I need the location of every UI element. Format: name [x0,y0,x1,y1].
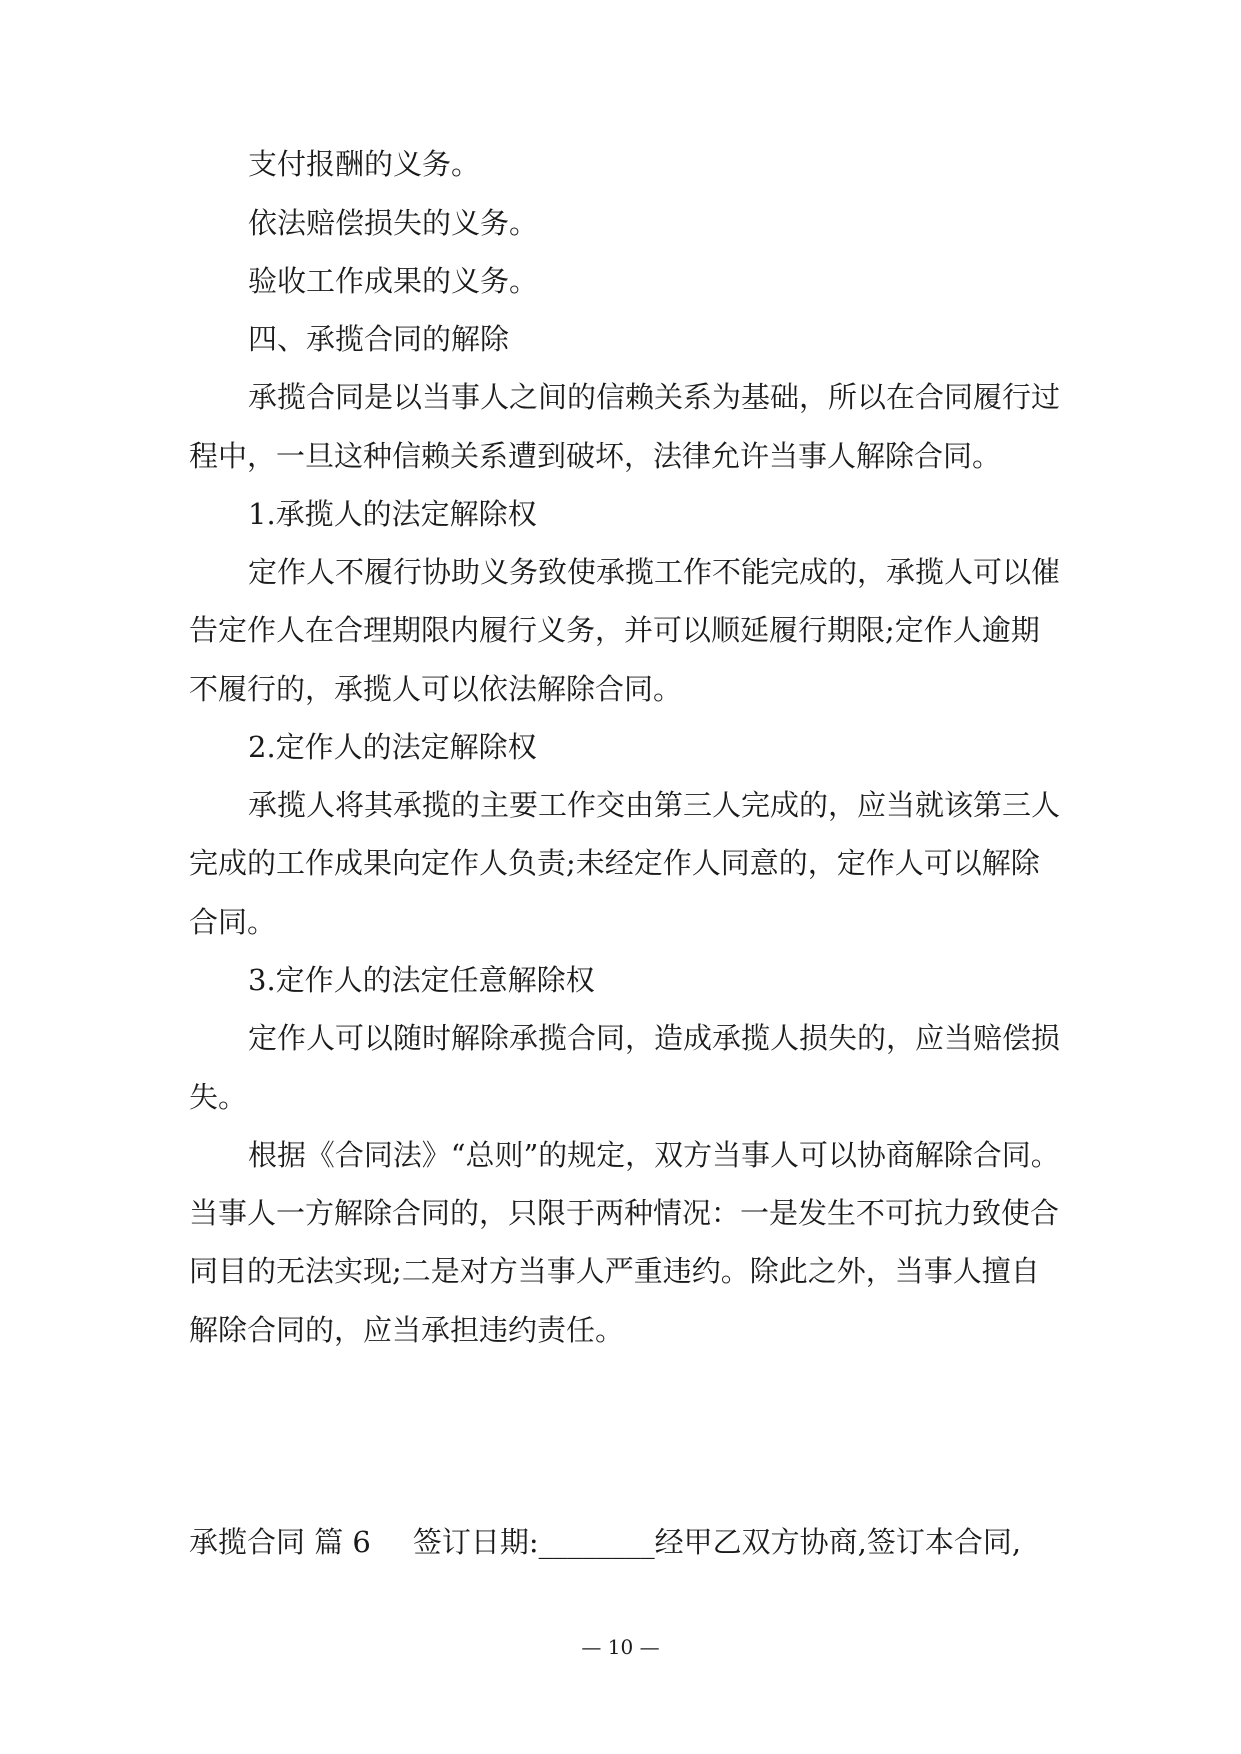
subsection-heading: 2.定作人的法定解除权 [248,730,537,764]
paragraph-line: 程中，一旦这种信赖关系遭到破坏，法律允许当事人解除合同。 [189,439,1002,473]
paragraph-line: 失。 [189,1080,248,1114]
paragraph-line: 验收工作成果的义务。 [248,264,539,298]
paragraph-line: 根据《合同法》“总则”的规定，双方当事人可以协商解除合同。 [248,1138,1060,1172]
paragraph-line: 完成的工作成果向定作人负责;未经定作人同意的，定作人可以解除 [189,846,1040,880]
subsection-heading: 1.承揽人的法定解除权 [248,497,537,531]
paragraph-line: 当事人一方解除合同的，只限于两种情况：一是发生不可抗力致使合 [189,1196,1060,1230]
paragraph-line: 合同。 [189,905,277,939]
subsection-heading: 3.定作人的法定任意解除权 [248,963,595,997]
contract-intro-text: 经甲乙双方协商,签订本合同, [654,1525,1022,1559]
paragraph-line: 承揽合同是以当事人之间的信赖关系为基础，所以在合同履行过 [248,380,1061,414]
contract-title: 承揽合同 篇 6 [189,1525,371,1559]
paragraph-line: 告定作人在合理期限内履行义务，并可以顺延履行期限;定作人逾期 [189,613,1040,647]
paragraph-line: 同目的无法实现;二是对方当事人严重违约。除此之外，当事人擅自 [189,1254,1040,1288]
contract-intro-line [189,1522,1021,1562]
paragraph-line: 依法赔偿损失的义务。 [248,206,539,240]
paragraph-line: 承揽人将其承揽的主要工作交由第三人完成的，应当就该第三人 [248,788,1061,822]
paragraph-line: 支付报酬的义务。 [248,147,481,181]
paragraph-line: 不履行的，承揽人可以依法解除合同。 [189,672,683,706]
page-number: — 10 — [581,1635,660,1659]
signing-date-field: 签订日期:________ [412,1525,655,1559]
section-heading: 四、承揽合同的解除 [248,322,510,356]
paragraph-line: 定作人可以随时解除承揽合同，造成承揽人损失的，应当赔偿损 [248,1021,1061,1055]
paragraph-line: 解除合同的，应当承担违约责任。 [189,1313,625,1347]
paragraph-line: 定作人不履行协助义务致使承揽工作不能完成的，承揽人可以催 [248,555,1061,589]
